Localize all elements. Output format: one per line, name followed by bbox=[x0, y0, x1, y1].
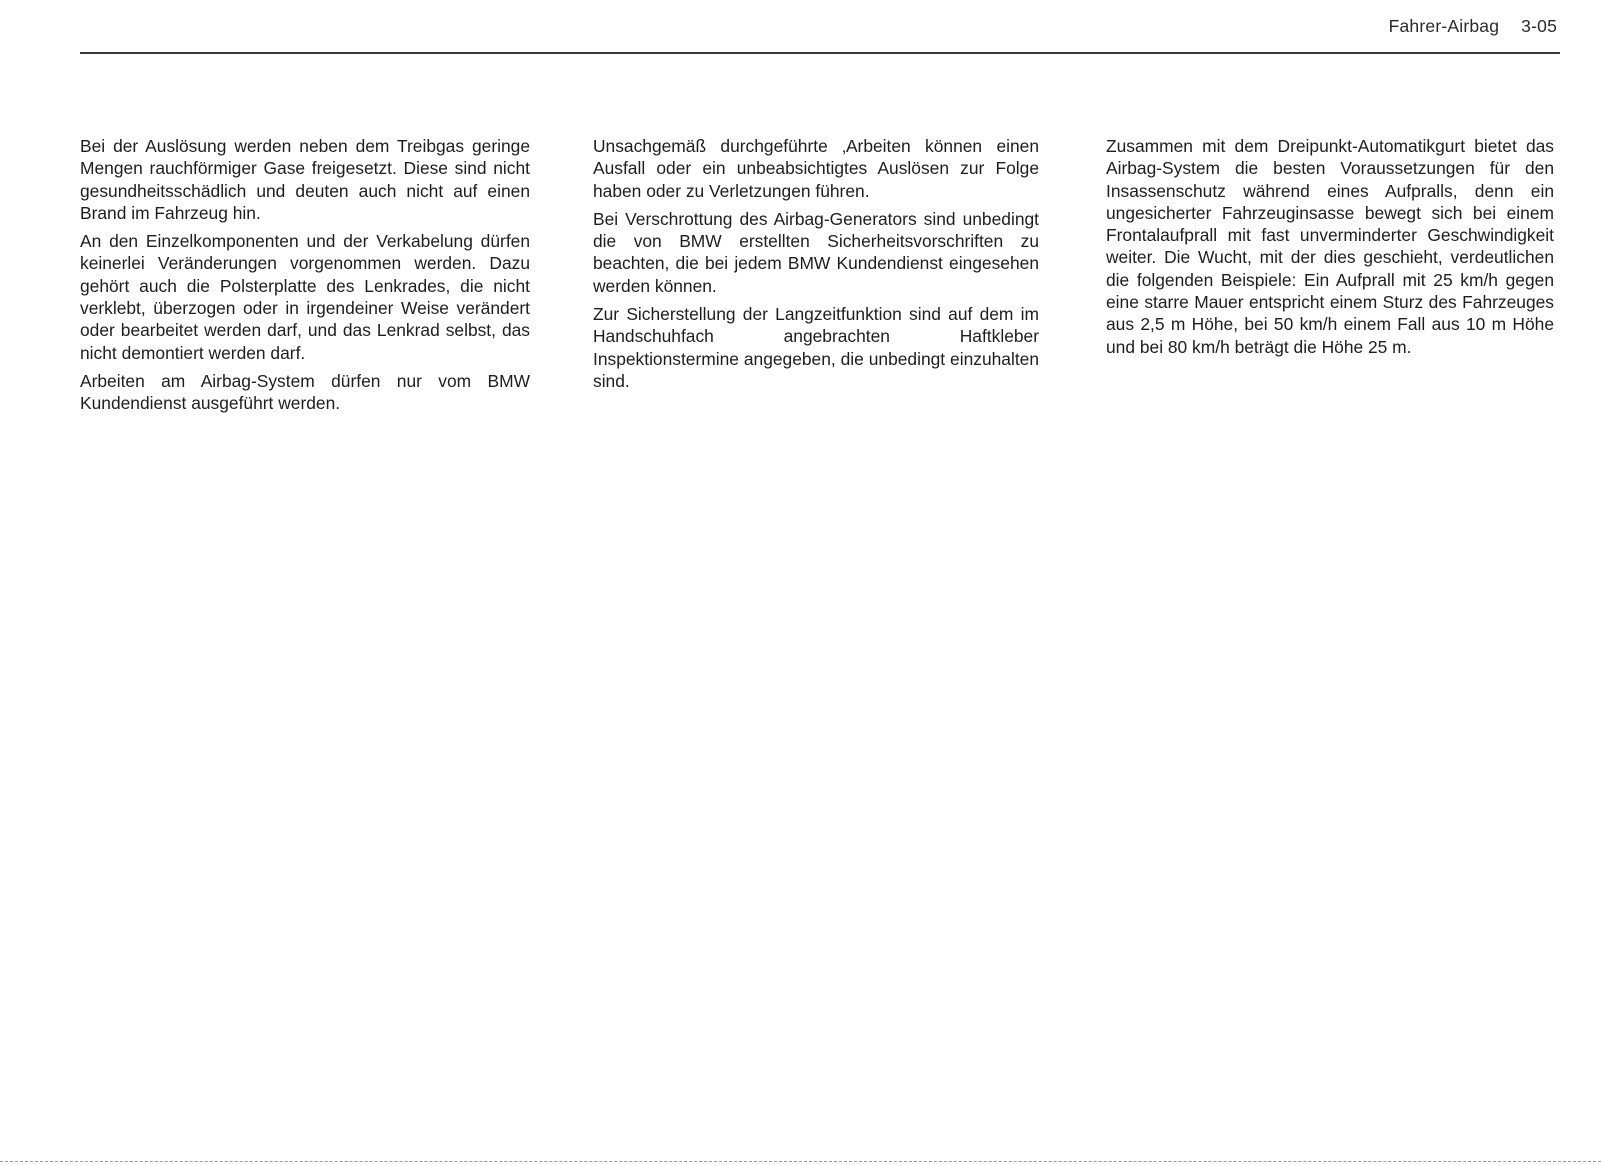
section-title: Fahrer-Airbag bbox=[1388, 16, 1500, 36]
paragraph: An den Einzelkomponenten und der Verkabelung dürfen keinerlei Veränderungen vorgenommen werden. Dazu gehört auch die Polsterplatte des Lenkrades, die nicht verklebt, überzogen oder in irgendeiner Weise verändert oder bearbeitet werden darf, und das Lenkrad selbst, das nicht demontiert werden darf. bbox=[80, 231, 530, 363]
text-column-2 bbox=[593, 135, 1039, 398]
paragraph: Zusammen mit dem Dreipunkt-Automatikgurt bietet das Airbag-System die besten Voraussetzungen für den Insassenschutz während eines Aufpralls, denn ein ungesicherter Fahrzeuginsasse bewegt sich bei einem Frontalaufprall mit fast unverminderter Geschwindigkeit weiter. Die Wucht, mit der dies geschieht, verdeutlichen die folgenden Beispiele: Ein Aufprall mit 25 km/h gegen eine starre Mauer entspricht einem Sturz des Fahrzeuges aus 2,5 m Höhe, bei 50 km/h einem Fall aus 10 m Höhe und bei 80 km/h beträgt die Höhe 25 m. bbox=[1106, 136, 1554, 357]
paragraph: Zur Sicherstellung der Langzeitfunktion sind auf dem im Handschuhfach angebrachten Haftkleber Inspektionstermine angegeben, die unbedingt einzuhalten sind. bbox=[593, 304, 1039, 391]
paragraph: Bei der Auslösung werden neben dem Treibgas geringe Mengen rauchförmiger Gase freigesetzt. Diese sind nicht gesundheitsschädlich und deuten auch nicht auf einen Brand im Fahrzeug hin. bbox=[80, 136, 530, 223]
text-column-3 bbox=[1106, 135, 1554, 364]
text-column-1 bbox=[80, 135, 530, 421]
page-bottom-edge bbox=[0, 1161, 1601, 1162]
paragraph: Arbeiten am Airbag-System dürfen nur vom BMW Kundendienst ausgeführt werden. bbox=[80, 370, 530, 414]
header-rule bbox=[80, 52, 1560, 54]
paragraph: Bei Verschrottung des Airbag-Generators sind unbedingt die von BMW erstellten Sicherheitsvorschriften zu beachten, die bei jedem BMW Kundendienst eingesehen werden können. bbox=[593, 208, 1039, 296]
page-number: 3-05 bbox=[1521, 16, 1557, 36]
running-header bbox=[1389, 16, 1557, 37]
paragraph: Unsachgemäß durchgeführte ‚Arbeiten können einen Ausfall oder ein unbeabsichtigtes Auslösen zur Folge haben oder zu Verletzungen führen. bbox=[593, 136, 1039, 201]
